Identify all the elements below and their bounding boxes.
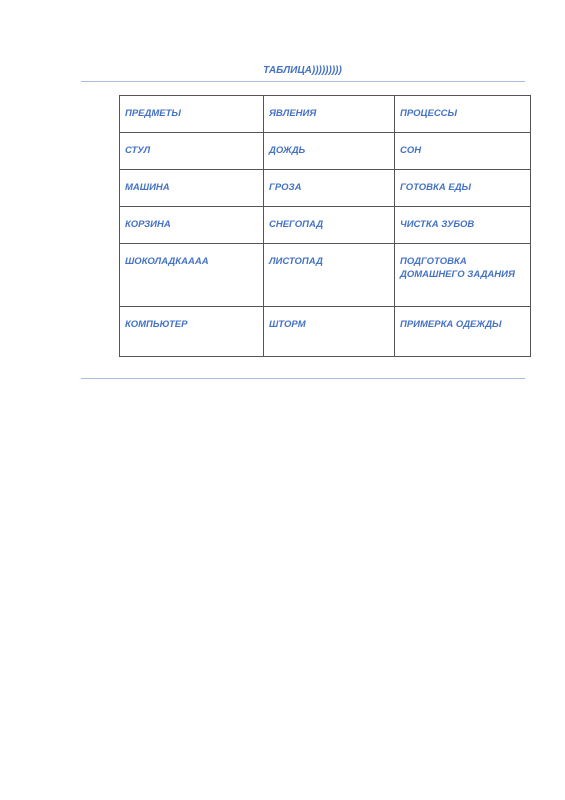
- table-cell: ШОКОЛАДКАААА: [120, 244, 264, 307]
- table-row: [120, 207, 531, 244]
- table-cell: ДОЖДЬ: [264, 133, 395, 170]
- footer-rule: [81, 378, 525, 379]
- table-cell: ГРОЗА: [264, 170, 395, 207]
- table-header-row: [120, 96, 531, 133]
- table-cell: ГОТОВКА ЕДЫ: [395, 170, 531, 207]
- table-cell: ЧИСТКА ЗУБОВ: [395, 207, 531, 244]
- table-cell: ПРЕДМЕТЫ: [120, 96, 264, 133]
- table-row: [120, 170, 531, 207]
- table-cell: ПРОЦЕССЫ: [395, 96, 531, 133]
- table-cell: ЯВЛЕНИЯ: [264, 96, 395, 133]
- page-title: ТАБЛИЦА))))))))): [263, 65, 342, 76]
- table-cell: СОН: [395, 133, 531, 170]
- table-cell: КОМПЬЮТЕР: [120, 307, 264, 357]
- table-cell: ШТОРМ: [264, 307, 395, 357]
- table-cell: МАШИНА: [120, 170, 264, 207]
- table-row: [120, 133, 531, 170]
- header-rule: [81, 81, 525, 82]
- data-table: [119, 95, 531, 357]
- table-cell: КОРЗИНА: [120, 207, 264, 244]
- table-cell: СТУЛ: [120, 133, 264, 170]
- table-row: [120, 307, 531, 357]
- table-cell: ПРИМЕРКА ОДЕЖДЫ: [395, 307, 531, 357]
- table-cell: СНЕГОПАД: [264, 207, 395, 244]
- table-cell: ПОДГОТОВКА ДОМАШНЕГО ЗАДАНИЯ: [395, 244, 531, 307]
- table-cell: ЛИСТОПАД: [264, 244, 395, 307]
- table-row: [120, 244, 531, 307]
